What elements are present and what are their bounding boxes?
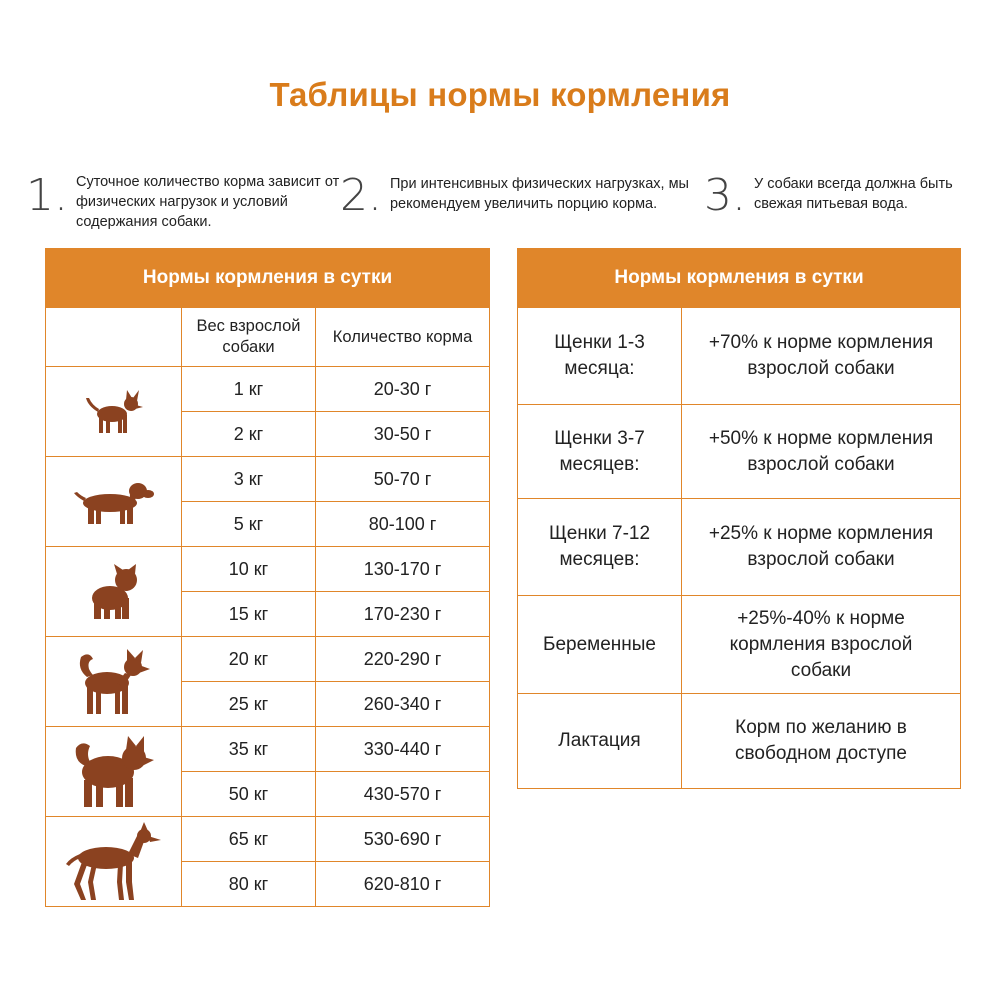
note-number: 3. <box>704 170 746 221</box>
dachshund-icon <box>46 457 182 547</box>
weight-cell: 20 кг <box>182 637 316 682</box>
weight-cell: 15 кг <box>182 592 316 637</box>
weight-cell: 35 кг <box>182 727 316 772</box>
amount-cell: 620-810 г <box>316 862 490 907</box>
norm-cell: +25% к норме кормления взрослой собаки <box>682 499 961 596</box>
amount-cell: 430-570 г <box>316 772 490 817</box>
note-text: У собаки всегда должна быть свежая питьевая вода. <box>753 176 953 212</box>
weight-feeding-table <box>45 248 490 907</box>
amount-cell: 80-100 г <box>316 502 490 547</box>
doberman-dog-icon <box>46 817 182 907</box>
weight-cell: 5 кг <box>182 502 316 547</box>
column-header-weight: Вес взрослой собаки <box>182 308 316 367</box>
amount-cell: 170-230 г <box>316 592 490 637</box>
note-1 <box>26 172 346 232</box>
weight-cell: 3 кг <box>182 457 316 502</box>
norm-cell: +25%-40% к норме кормления взрослой собаки <box>682 596 961 694</box>
amount-cell: 220-290 г <box>316 637 490 682</box>
category-cell: Лактация <box>518 694 682 789</box>
table-header: Нормы кормления в сутки <box>518 249 961 308</box>
weight-cell: 2 кг <box>182 412 316 457</box>
category-cell: Щенки 3-7 месяцев: <box>518 405 682 499</box>
weight-cell: 1 кг <box>182 367 316 412</box>
norm-cell: +70% к норме кормления взрослой собаки <box>682 308 961 405</box>
weight-cell: 10 кг <box>182 547 316 592</box>
empty-header-cell <box>46 308 182 367</box>
category-cell: Щенки 7-12 месяцев: <box>518 499 682 596</box>
amount-cell: 330-440 г <box>316 727 490 772</box>
weight-cell: 50 кг <box>182 772 316 817</box>
amount-cell: 530-690 г <box>316 817 490 862</box>
french-bulldog-icon <box>46 547 182 637</box>
category-cell: Беременные <box>518 596 682 694</box>
weight-cell: 65 кг <box>182 817 316 862</box>
table-header: Нормы кормления в сутки <box>46 249 490 308</box>
puppy-feeding-table <box>517 248 961 789</box>
weight-cell: 80 кг <box>182 862 316 907</box>
amount-cell: 50-70 г <box>316 457 490 502</box>
chihuahua-icon <box>46 367 182 457</box>
note-text: Суточное количество корма зависит от физических нагрузок и условий содержания собаки. <box>75 174 340 230</box>
note-2 <box>340 170 720 221</box>
category-cell: Щенки 1-3 месяца: <box>518 308 682 405</box>
note-number: 2. <box>340 170 382 221</box>
amount-cell: 130-170 г <box>316 547 490 592</box>
page-title: Таблицы нормы кормления <box>269 76 731 113</box>
shiba-dog-icon <box>46 637 182 727</box>
husky-dog-icon <box>46 727 182 817</box>
note-3 <box>704 170 994 221</box>
amount-cell: 20-30 г <box>316 367 490 412</box>
norm-cell: +50% к норме кормления взрослой собаки <box>682 405 961 499</box>
note-text: При интенсивных физических нагрузках, мы рекомендуем увеличить порцию корма. <box>389 176 689 212</box>
norm-cell: Корм по желанию в свободном доступе <box>682 694 961 789</box>
amount-cell: 30-50 г <box>316 412 490 457</box>
column-header-amount: Количество корма <box>316 308 490 367</box>
weight-cell: 25 кг <box>182 682 316 727</box>
amount-cell: 260-340 г <box>316 682 490 727</box>
note-number: 1. <box>26 170 68 221</box>
